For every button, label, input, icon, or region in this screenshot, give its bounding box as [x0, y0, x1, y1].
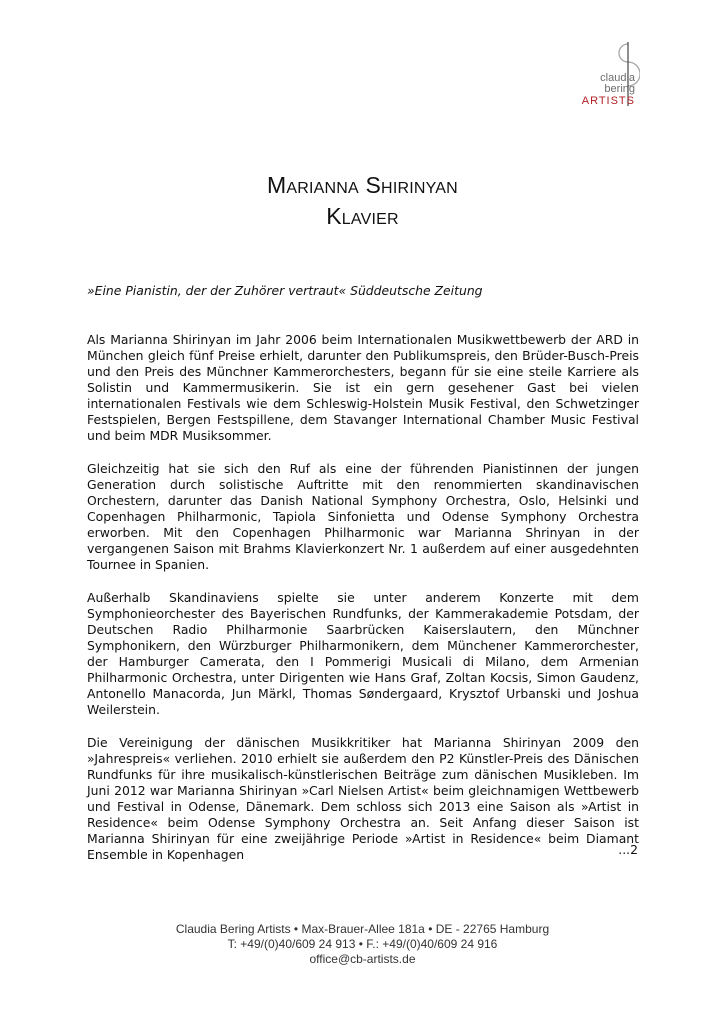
footer-address: Claudia Bering Artists • Max-Brauer-Allee 181a • DE - 22765 Hamburg [175, 922, 550, 936]
logo [578, 40, 640, 110]
logo-text-bering: bering [604, 83, 635, 95]
biography-paragraph-3: Außerhalb Skandinaviens spielte sie unter anderem Konzerte mit dem Symphonieorchester des Bayerischen Rundfunks, der Kammerakademie Potsdam, der Deutschen Radio Philharmonie Saarbrücken Kaiserslautern, den Münchner Symphonikern, den Würzburger Philharmonikern, dem Münchener Kammerorchester, der Hamburger Camerata, den I Pommerigi Musicali di Milano, dem Armenian Philharmonic Orchestra, unter Dirigenten wie Hans Graf, Zoltan Kocsis, Simon Gaudenz, Antonello Manacorda, Jun Märkl, Thomas Søndergaard, Krysztof Urbanski und Joshua Weilerstein. [87, 590, 639, 717]
artist-instrument: Klavier [326, 203, 399, 229]
biography-paragraph-4: Die Vereinigung der dänischen Musikkritiker hat Marianna Shirinyan 2009 den »Jahrespreis« verliehen. 2010 erhielt sie außerdem den P2 Künstler-Preis des Dänischen Rundfunks für ihre musikalisch-künstlerischen Beiträge zum dänischen Musikleben. Im Juni 2012 war Marianna Shirinyan »Carl Nielsen Artist« beim gleichnamigen Wettbewerb und Festival in Odense, Dänemark. Dem schloss sich 2013 eine Saison als »Artist in Residence« beim Odense Symphony Orchestra an. Seit Anfang dieser Saison ist Marianna Shirinyan für eine zweijährige Periode »Artist in Residence« beim Diamant Ensemble in Kopenhagen [87, 735, 639, 862]
footer-phone: T: +49/(0)40/609 24 913 • F.: +49/(0)40/609 24 916 [227, 937, 498, 951]
logo-text-claudia: claudia [600, 72, 635, 84]
biography-paragraph-1: Als Marianna Shirinyan im Jahr 2006 beim Internationalen Musikwettbewerb der ARD in München gleich fünf Preise erhielt, darunter den Publikumspreis, den Brüder-Busch-Preis und den Preis des Münchner Kammerorchesters, begann für sie eine steile Karriere als Solistin und Kammermusikerin. Sie ist ein gern gesehener Gast bei vielen internationalen Festivals wie dem Schleswig-Holstein Musik Festival, den Schwetzinger Festspielen, Bergen Festspillene, dem Stavanger International Chamber Music Festival und beim MDR Musiksommer. [87, 332, 639, 443]
footer-email: office@cb-artists.de [309, 952, 416, 966]
logo-text-artists: ARTISTS [581, 95, 635, 107]
footer [0, 922, 725, 967]
biography [87, 283, 639, 880]
page-title [0, 170, 725, 232]
page-number: ...2 [618, 842, 638, 857]
artist-name: Marianna Shirinyan [267, 172, 458, 198]
press-quote: »Eine Pianistin, der der Zuhörer vertraut« Süddeutsche Zeitung [87, 283, 483, 298]
biography-paragraph-2: Gleichzeitig hat sie sich den Ruf als eine der führenden Pianistinnen der jungen Generation durch solistische Auftritte mit den renommierten skandinavischen Orchestern, darunter das Danish National Symphony Orchestra, Oslo, Helsinki und Copenhagen Philharmonic, Tapiola Sinfonietta und Odense Symphony Orchestra erworben. Mit den Copenhagen Philharmonic war Marianna Shrinyan in der vergangenen Saison mit Brahms Klavierkonzert Nr. 1 außerdem auf einer ausgedehnten Tournee in Spanien. [87, 461, 639, 572]
